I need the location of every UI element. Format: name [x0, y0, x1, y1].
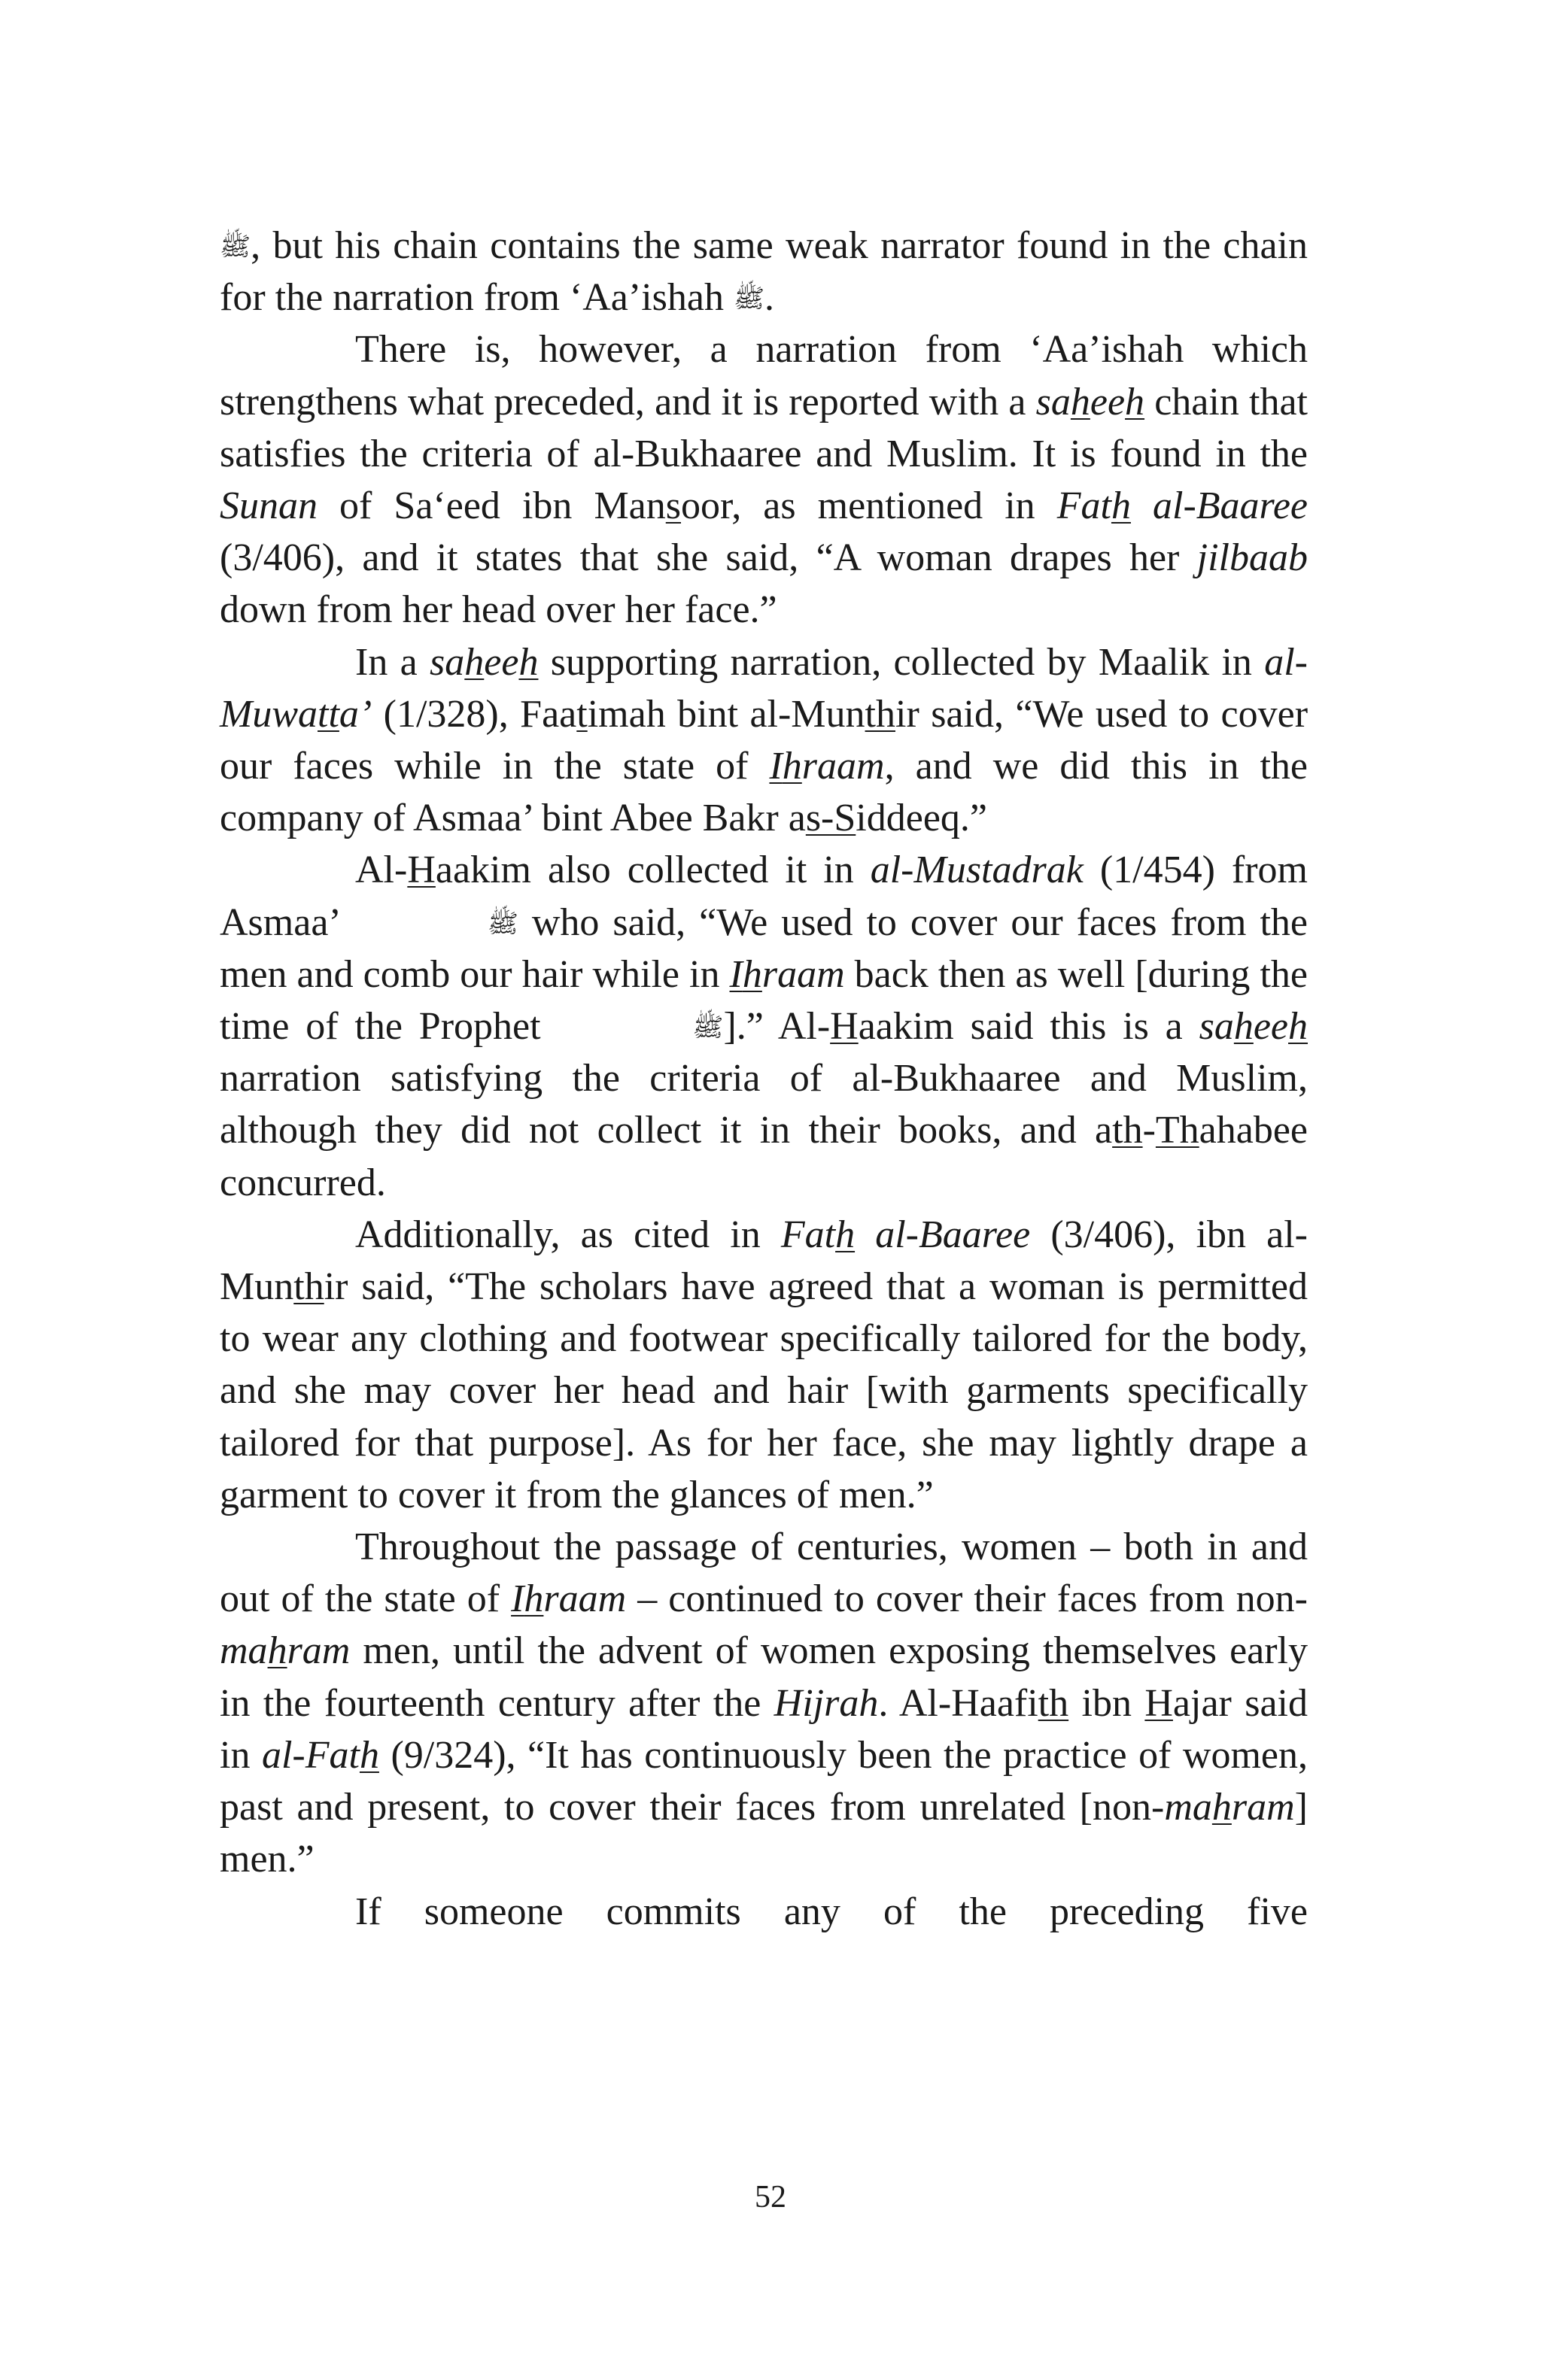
honorific-glyph: ﷺ: [733, 284, 765, 314]
paragraph-4: Al-Haakim also collected it in al-Mustadrak (1/454) from Asmaa’ ﷺ who said, “We used to cover our faces from the men and comb our hair while in Ihraam back then as well [during the time of the Prophet ﷺ].” Al-Haakim said this is a saheeh narration satisfying the criteria of al-Bukhaaree and Muslim, although they did not collect it in their books, and ath-Thahabee concurred.: [220, 848, 1308, 1204]
honorific-glyph: ﷺ: [220, 232, 251, 262]
body-text: [220, 220, 1308, 1938]
paragraph-5: Additionally, as cited in Fath al-Baaree (3/406), ibn al-Munthir said, “The scholars have agreed that a woman is permitted to wear any clothing and footwear specifically tailored for the body, and she may cover her head and hair [with garments specifically tailored for that purpose]. As for her face, she may lightly drape a garment to cover it from the glances of men.”: [220, 1213, 1308, 1516]
paragraph-3: In a saheeh supporting narration, collected by Maalik in al-Muwatta’ (1/328), Faatimah bint al-Munthir said, “We used to cover our faces while in the state of Ihraam, and we did this in the company of Asmaa’ bint Abee Bakr as-Siddeeq.”: [220, 640, 1308, 840]
salutation-glyph: ﷺ: [692, 1012, 724, 1043]
paragraph-7: If someone commits any of the preceding five: [355, 1890, 1308, 1933]
paragraph-2: There is, however, a narration from ‘Aa’ishah which strengthens what preceded, and it is reported with a saheeh chain that satisfies the criteria of al-Bukhaaree and Muslim. It is found in the Sunan of Sa‘eed ibn Mansoor, as mentioned in Fath al-Baaree (3/406), and it states that she said, “A woman drapes her jilbaab down from her head over her face.”: [220, 328, 1308, 632]
paragraph-6: Throughout the passage of centuries, women – both in and out of the state of Ihraam – continued to cover their faces from non-mahram men, until the advent of women exposing themselves early in the fourteenth century after the Hijrah. Al-Haafith ibn Hajar said in al-Fath (9/324), “It has continuously been the practice of women, past and present, to cover their faces from unrelated [non-mahram] men.”: [220, 1525, 1308, 1881]
honorific-glyph: ﷺ: [487, 908, 518, 939]
page-number: 52: [755, 2180, 786, 2215]
paragraph-1: ﷺ, but his chain contains the same weak narrator found in the chain for the narration from ‘Aa’ishah ﷺ.: [220, 224, 1308, 320]
